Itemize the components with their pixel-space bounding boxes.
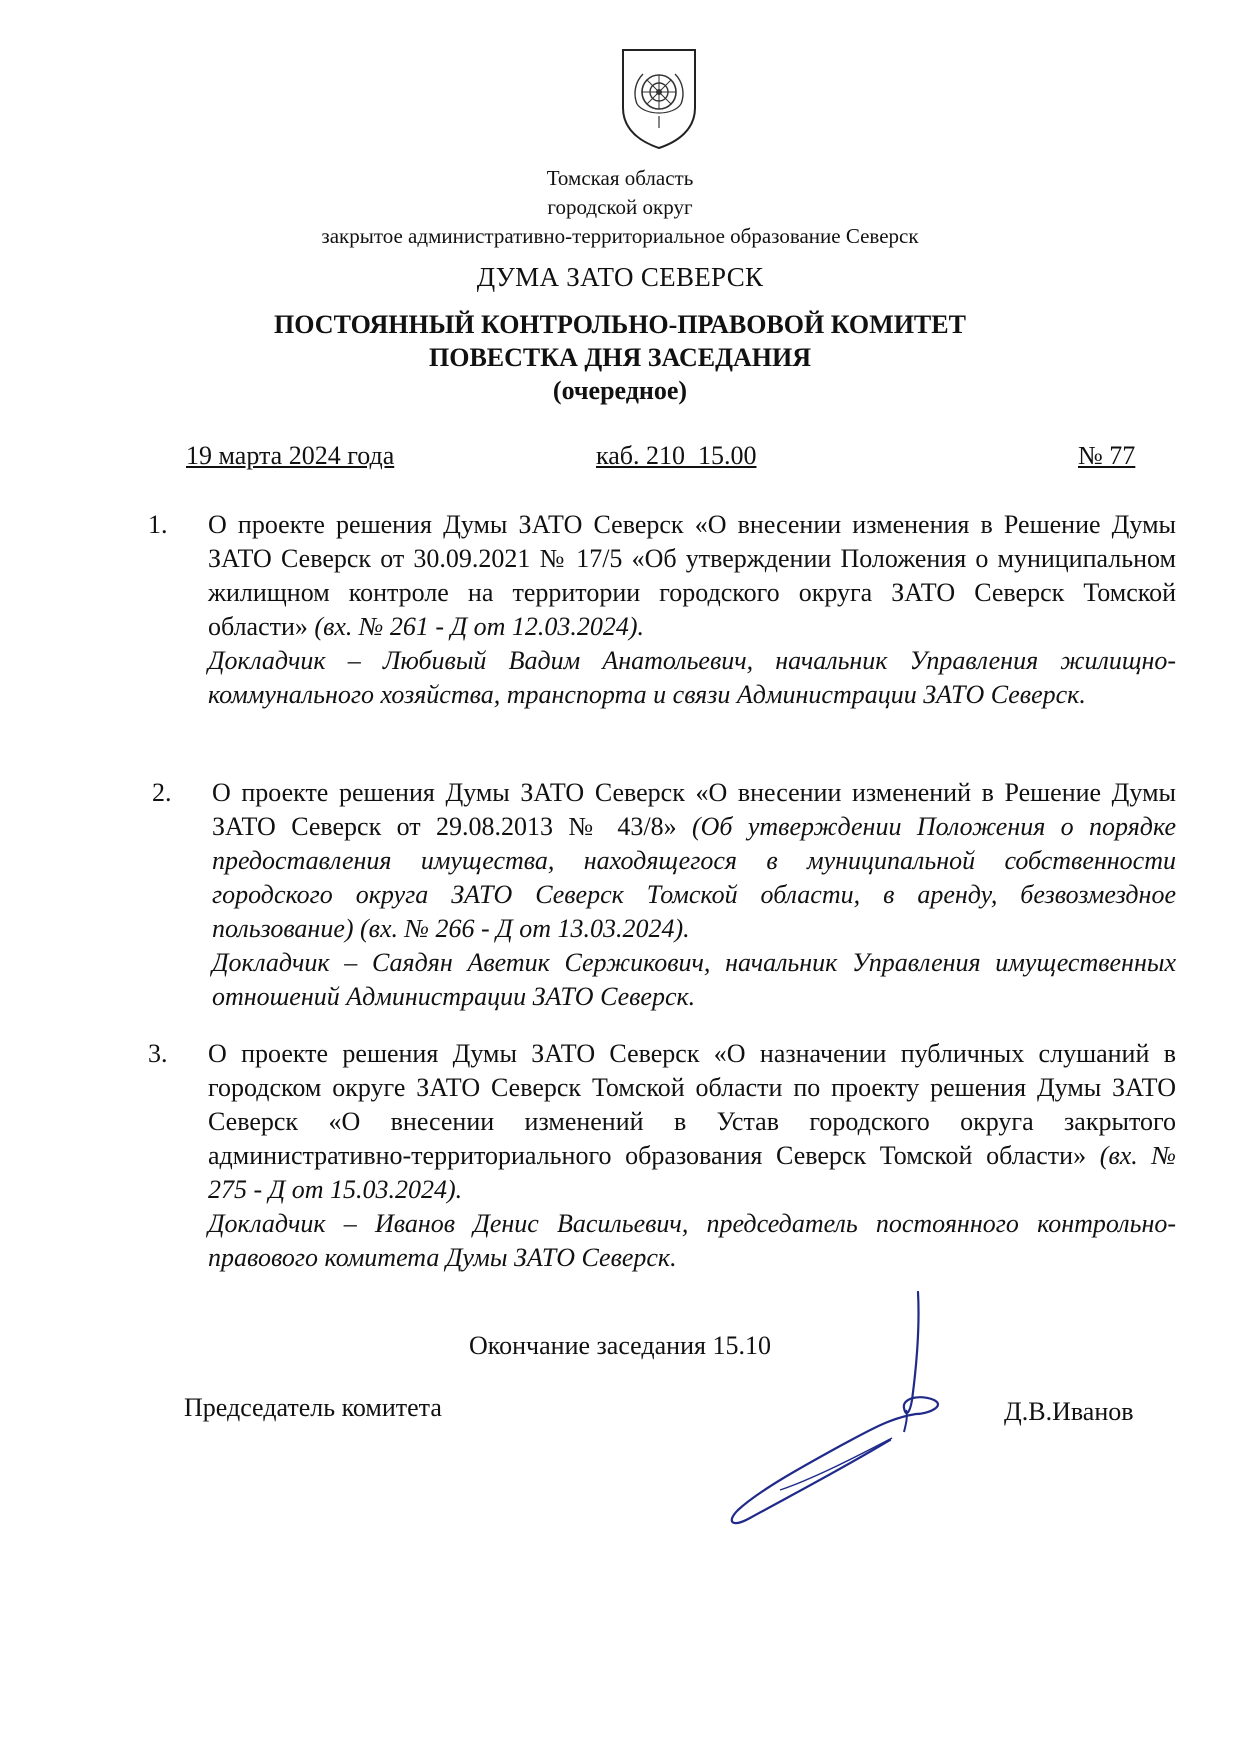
- agenda-item-ref: (вх. № 275 - Д от 15.03.2024).: [208, 1141, 1177, 1204]
- agenda-item-body: [212, 776, 1176, 1014]
- duma-title: ДУМА ЗАТО СЕВЕРСК: [476, 262, 764, 292]
- agenda-item-number: 2.: [152, 778, 172, 807]
- org-line-region: Томская область: [546, 166, 694, 190]
- chair-label: Председатель комитета: [184, 1393, 442, 1422]
- agenda-item-text: О проекте решения Думы ЗАТО Северск «О внесении изменения в Решение Думы ЗАТО Северск от 30.09.2021 № 17/5 «Об утверждении Положения о муниципальном жилищном контроле на территории городского округа ЗАТО Северск Томской области»: [208, 510, 1176, 641]
- agenda-item-text: О проекте решения Думы ЗАТО Северск «О назначении публичных слушаний в городском округе ЗАТО Северск Томской области по проекту решения Думы ЗАТО Северск «О внесении изменений в Устав городского округа закрытого административно-территориального образования Северск Томской области»: [208, 1039, 1176, 1170]
- agenda-item: [148, 1037, 1176, 1275]
- agenda-item-ref: (вх. № 261 - Д от 12.03.2024).: [314, 612, 645, 641]
- agenda-item-number: 3.: [148, 1039, 168, 1068]
- agenda-item: [148, 508, 1176, 712]
- meeting-number: № 77: [1078, 441, 1136, 470]
- agenda-item-speaker: Докладчик – Саядян Аветик Сержикович, начальник Управления имущественных отношений Администрации ЗАТО Северск.: [212, 948, 1176, 1011]
- agenda-title: ПОВЕСТКА ДНЯ ЗАСЕДАНИЯ: [429, 343, 811, 372]
- coat-of-arms-icon: [619, 46, 699, 150]
- agenda-item-body: [208, 1037, 1176, 1275]
- meeting-closing: Окончание заседания 15.10: [469, 1331, 771, 1360]
- meeting-kind: (очередное): [552, 376, 688, 405]
- agenda-item-speaker: Докладчик – Любивый Вадим Анатольевич, начальник Управления жилищно-коммунального хозяйства, транспорта и связи Администрации ЗАТО Северск.: [208, 646, 1176, 709]
- agenda-item: [152, 776, 1176, 1014]
- handwritten-signature: [720, 1290, 980, 1540]
- org-line-district: городской округ: [547, 195, 693, 219]
- meeting-date: 19 марта 2024 года: [186, 441, 395, 470]
- org-line-zato: закрытое административно-территориальное образование Северск: [321, 224, 919, 248]
- agenda-item-number: 1.: [148, 510, 168, 539]
- meeting-room-time: каб. 210 15.00: [596, 441, 757, 470]
- committee-title: ПОСТОЯННЫЙ КОНТРОЛЬНО-ПРАВОВОЙ КОМИТЕТ: [274, 310, 966, 339]
- agenda-item-speaker: Докладчик – Иванов Денис Васильевич, председатель постоянного контрольно-правового комитета Думы ЗАТО Северск.: [208, 1209, 1176, 1272]
- chair-name: Д.В.Иванов: [1004, 1397, 1134, 1426]
- agenda-item-body: [208, 508, 1176, 712]
- agenda-item-ref: (Об утверждении Положения о порядке предоставления имущества, находящегося в муниципальной собственности городского округа ЗАТО Северск Томской области, в аренду, безвозмездное пользование) (вх. № 266 - Д от 13.03.2024).: [212, 812, 1176, 943]
- agenda-item-text: О проекте решения Думы ЗАТО Северск «О внесении изменений в Решение Думы ЗАТО Северск от 29.08.2013 № 43/8»: [212, 778, 1176, 841]
